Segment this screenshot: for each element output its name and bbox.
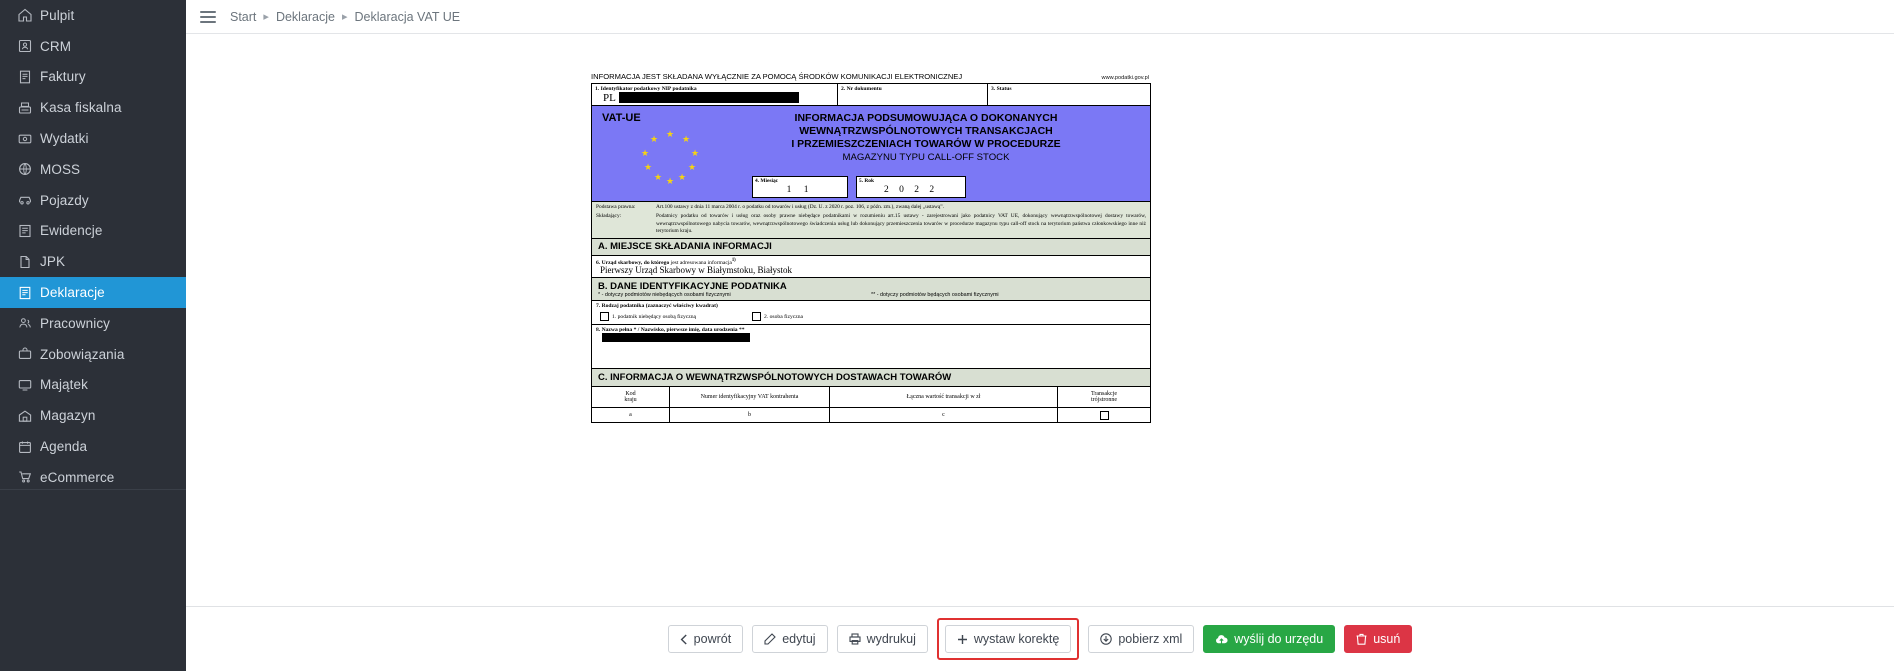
form-title-band bbox=[592, 106, 1150, 202]
month-field bbox=[752, 176, 848, 198]
document-number-label: 2. Nr dokumentu bbox=[841, 85, 882, 92]
download-xml-button[interactable] bbox=[1088, 625, 1194, 653]
field-8-value bbox=[596, 333, 1146, 344]
edit-icon bbox=[764, 633, 776, 645]
sidebar-item-label: Ewidencje bbox=[40, 223, 103, 239]
legal-basis-value: Art.100 ustawy z dnia 11 marca 2004 r. o podatku od towarów i usług (Dz. U. z 2020 r. poz. 106, z późn. zm.), zwaną dalej „ustawą”. bbox=[656, 204, 944, 210]
pdf-viewer[interactable] bbox=[186, 34, 1894, 606]
back-button-label: powrót bbox=[693, 632, 732, 646]
section-c-title-bold: C. INFORMACJA bbox=[598, 372, 676, 384]
identification-row bbox=[592, 84, 1150, 106]
document-body bbox=[591, 83, 1151, 423]
sidebar-item-label: Deklaracje bbox=[40, 285, 105, 301]
section-b-note-left: * - dotyczy podmiotów niebędących osobami fizycznymi bbox=[598, 291, 731, 298]
cloud-upload-icon bbox=[1215, 634, 1228, 645]
main-area bbox=[186, 0, 1894, 671]
vat-ue-document bbox=[591, 72, 1151, 423]
edit-button[interactable] bbox=[752, 625, 827, 653]
sidebar-item-label: CRM bbox=[40, 38, 72, 54]
sidebar-item-faktury[interactable] bbox=[0, 62, 186, 93]
field-6-label-thin: jest adresowana informacja bbox=[669, 259, 732, 266]
year-value: 2 0 2 2 bbox=[883, 185, 939, 195]
checkbox-icon[interactable] bbox=[600, 312, 609, 321]
sidebar-item-kasa-fiskalna[interactable] bbox=[0, 92, 186, 123]
column-header-country-code bbox=[592, 387, 670, 407]
sidebar-item-moss[interactable] bbox=[0, 154, 186, 185]
topbar bbox=[186, 0, 1894, 34]
issue-correction-button[interactable] bbox=[945, 625, 1071, 653]
sidebar-item-deklaracje[interactable] bbox=[0, 277, 186, 308]
calendar-icon bbox=[18, 440, 40, 454]
correction-button-highlight bbox=[937, 618, 1079, 660]
form-title-line4: MAGAZYNU TYPU CALL-OFF STOCK bbox=[842, 152, 1010, 163]
sidebar-item-majatek[interactable] bbox=[0, 370, 186, 401]
column-letter-a: a bbox=[592, 408, 670, 422]
sidebar-item-label: Pulpit bbox=[40, 7, 75, 23]
document-header-note: INFORMACJA JEST SKŁADANA WYŁĄCZNIE ZA POMOCĄ ŚRODKÓW KOMUNIKACJI ELEKTRONICZNEJ bbox=[591, 72, 963, 81]
sidebar-item-label: Agenda bbox=[40, 439, 88, 455]
column-header-triangular-l1: Transakcje bbox=[1090, 391, 1118, 398]
assets-icon bbox=[18, 378, 40, 392]
sidebar-item-zobowiazania[interactable] bbox=[0, 339, 186, 370]
field-7-option-2-label: 2. osoba fizyczna bbox=[764, 313, 804, 320]
year-label: 5. Rok bbox=[859, 178, 874, 184]
delete-button-label: usuń bbox=[1373, 632, 1401, 646]
breadcrumb-deklaracje[interactable]: Deklaracje bbox=[275, 9, 335, 24]
field-6-label-bold: 6. Urząd skarbowy, do którego bbox=[596, 259, 670, 266]
section-c-header bbox=[592, 369, 1150, 387]
nip-label: 1. Identyfikator podatkowy NIP podatnika bbox=[595, 85, 697, 92]
sidebar-item-label: Magazyn bbox=[40, 408, 96, 424]
sidebar-item-magazyn[interactable] bbox=[0, 400, 186, 431]
month-label: 4. Miesiąc bbox=[755, 178, 779, 184]
breadcrumb-start[interactable]: Start bbox=[230, 9, 257, 24]
redacted-name bbox=[602, 333, 750, 342]
content-area bbox=[186, 34, 1894, 606]
sidebar bbox=[0, 0, 186, 671]
column-header-country-code-l1: Kod bbox=[625, 391, 636, 398]
records-icon bbox=[18, 224, 40, 238]
field-7-option-2[interactable] bbox=[752, 312, 803, 321]
section-c-table-header bbox=[592, 387, 1150, 408]
invoice-icon bbox=[18, 70, 40, 84]
column-header-country-code-l2: kraju bbox=[624, 397, 637, 404]
contacts-icon bbox=[18, 39, 40, 53]
checkbox-icon[interactable] bbox=[1100, 411, 1109, 420]
sidebar-item-label: Pracownicy bbox=[40, 315, 111, 331]
section-b-header bbox=[592, 278, 1150, 301]
breadcrumb-separator-icon: ▸ bbox=[263, 11, 269, 23]
download-icon bbox=[1100, 633, 1112, 645]
section-b-note-right: ** - dotyczy podmiotów będących osobami fizycznymi bbox=[871, 291, 999, 298]
send-to-office-button-label: wyślij do urzędu bbox=[1234, 632, 1324, 646]
download-xml-button-label: pobierz xml bbox=[1118, 632, 1183, 646]
status-label: 3. Status bbox=[991, 85, 1012, 92]
filer-row bbox=[596, 213, 1146, 235]
dashboard-icon bbox=[18, 8, 40, 22]
expenses-icon bbox=[18, 132, 40, 146]
moss-icon bbox=[18, 162, 40, 176]
sidebar-item-label: Kasa fiskalna bbox=[40, 100, 122, 116]
period-row bbox=[752, 176, 966, 198]
sidebar-item-agenda[interactable] bbox=[0, 431, 186, 462]
nip-prefix: PL bbox=[603, 91, 616, 104]
year-field bbox=[856, 176, 966, 198]
gov-url: www.podatki.gov.pl bbox=[1101, 75, 1149, 81]
breadcrumb-separator-icon: ▸ bbox=[342, 11, 348, 23]
sidebar-item-label: eCommerce bbox=[40, 469, 115, 485]
document-header-note-row bbox=[591, 72, 1151, 83]
column-checkbox-cell[interactable] bbox=[1058, 408, 1150, 422]
column-letter-c: c bbox=[830, 408, 1058, 422]
form-code-block bbox=[592, 106, 702, 201]
section-c-subheader bbox=[592, 408, 1150, 422]
field-8-label: 8. Nazwa pełna * / Nazwisko, pierwsze imię, data urodzenia ** bbox=[596, 327, 745, 334]
field-7-option-1[interactable] bbox=[600, 312, 696, 321]
field-6-label bbox=[596, 258, 1146, 266]
sidebar-item-label: Pojazdy bbox=[40, 192, 89, 208]
print-button[interactable] bbox=[837, 625, 928, 653]
sidebar-item-label: JPK bbox=[40, 254, 66, 270]
form-title-line3: I PRZEMIESZCZENIACH TOWARÓW W PROCEDURZE bbox=[791, 138, 1061, 150]
sidebar-divider bbox=[0, 489, 186, 490]
legal-basis-row bbox=[596, 204, 1146, 211]
sidebar-item-crm[interactable] bbox=[0, 31, 186, 62]
status-cell bbox=[988, 84, 1150, 105]
section-c-title-rest: O WEWNĄTRZWSPÓLNOTOWYCH DOSTAWACH TOWARÓW bbox=[675, 372, 952, 384]
field-7-options bbox=[596, 309, 1146, 322]
action-bar bbox=[186, 606, 1894, 671]
form-title-line1: INFORMACJA PODSUMOWUJĄCA O DOKONANYCH bbox=[794, 112, 1058, 124]
warehouse-icon bbox=[18, 409, 40, 423]
section-b-notes bbox=[598, 292, 1144, 298]
section-a-header bbox=[592, 239, 1150, 256]
sidebar-item-label: Zobowiązania bbox=[40, 346, 125, 362]
chevron-left-icon bbox=[680, 634, 688, 645]
printer-icon bbox=[849, 633, 861, 645]
field-6-footnote: 1) bbox=[731, 257, 736, 263]
sidebar-item-pojazdy[interactable] bbox=[0, 185, 186, 216]
hamburger-icon[interactable] bbox=[200, 11, 216, 23]
car-icon bbox=[18, 193, 40, 207]
sidebar-item-pulpit[interactable] bbox=[0, 0, 186, 31]
sidebar-item-label: Faktury bbox=[40, 69, 86, 85]
column-header-total-value: Łączna wartość transakcji w zł bbox=[830, 387, 1058, 407]
back-button[interactable] bbox=[668, 625, 744, 653]
cash-register-icon bbox=[18, 101, 40, 115]
legal-block bbox=[592, 202, 1150, 239]
column-header-triangular-l2: trójstronne bbox=[1090, 397, 1117, 404]
sidebar-item-label: Majątek bbox=[40, 377, 88, 393]
sidebar-item-pracownicy[interactable] bbox=[0, 308, 186, 339]
document-number-cell bbox=[838, 84, 988, 105]
form-code: VAT-UE bbox=[602, 112, 641, 124]
send-to-office-button[interactable] bbox=[1203, 625, 1335, 653]
section-b-field-8 bbox=[592, 325, 1150, 369]
section-a-title: A. MIEJSCE SKŁADANIA INFORMACJI bbox=[598, 241, 772, 253]
legal-basis-key: Podstawa prawna: bbox=[596, 204, 636, 210]
nip-cell bbox=[592, 84, 838, 105]
employees-icon bbox=[18, 316, 40, 330]
checkbox-icon[interactable] bbox=[752, 312, 761, 321]
plus-icon bbox=[957, 634, 968, 645]
section-a-field-6 bbox=[592, 256, 1150, 279]
delete-button[interactable] bbox=[1344, 625, 1412, 653]
nip-value bbox=[595, 92, 834, 104]
column-header-vat-id: Numer identyfikacyjny VAT kontrahenta bbox=[670, 387, 830, 407]
sidebar-item-ewidencje[interactable] bbox=[0, 216, 186, 247]
cart-icon bbox=[18, 470, 40, 484]
field-7-option-1-label: 1. podatnik niebędący osobą fizyczną bbox=[612, 313, 697, 320]
liabilities-icon bbox=[18, 347, 40, 361]
breadcrumb-current: Deklaracja VAT UE bbox=[354, 9, 461, 24]
trash-icon bbox=[1356, 633, 1367, 645]
jpk-icon bbox=[18, 255, 40, 269]
field-7-label: 7. Rodzaj podatnika (zaznaczyć właściwy kwadrat) bbox=[596, 303, 718, 310]
sidebar-item-wydatki[interactable] bbox=[0, 123, 186, 154]
form-title-line2: WEWNĄTRZWSPÓLNOTOWYCH TRANSAKCJACH bbox=[799, 125, 1053, 137]
month-value: 1 1 bbox=[786, 185, 814, 195]
declarations-icon bbox=[18, 286, 40, 300]
section-b-title: B. DANE IDENTYFIKACYJNE PODATNIKA bbox=[598, 280, 787, 292]
filer-value: Podatnicy podatku od towarów i usług oraz osoby prawne niebędące podatnikami w rozumieniu art.15 ustawy - zarejestrowani jako podatnicy VAT UE, dokonujący wewnątrzwspólnotowej dostawy towarów, wewnątrzwspólnotowego nabycia towarów, wewnątrzwspólnotowego świadczenia usług lub dokonujący przemieszczenia towarów w procedurze magazynu typu call-off stock na terytorium państwa członkowskiego inne niż terytorium kraju. bbox=[656, 213, 1146, 235]
section-b-field-7 bbox=[592, 301, 1150, 325]
field-6-value: Pierwszy Urząd Skarbowy w Białymstoku, Białystok bbox=[600, 265, 792, 276]
eu-stars-icon: ★ ★ ★ ★ ★ ★ ★ ★ ★ ★ bbox=[641, 129, 700, 186]
issue-correction-button-label: wystaw korektę bbox=[973, 632, 1060, 646]
column-header-triangular bbox=[1058, 387, 1150, 407]
print-button-label: wydrukuj bbox=[866, 632, 916, 646]
filer-key: Składający: bbox=[596, 213, 622, 220]
column-letter-b: b bbox=[670, 408, 830, 422]
sidebar-item-label: MOSS bbox=[40, 161, 81, 177]
edit-button-label: edytuj bbox=[782, 632, 816, 646]
sidebar-item-jpk[interactable] bbox=[0, 246, 186, 277]
redacted-nip bbox=[619, 92, 799, 103]
sidebar-item-label: Wydatki bbox=[40, 131, 89, 147]
